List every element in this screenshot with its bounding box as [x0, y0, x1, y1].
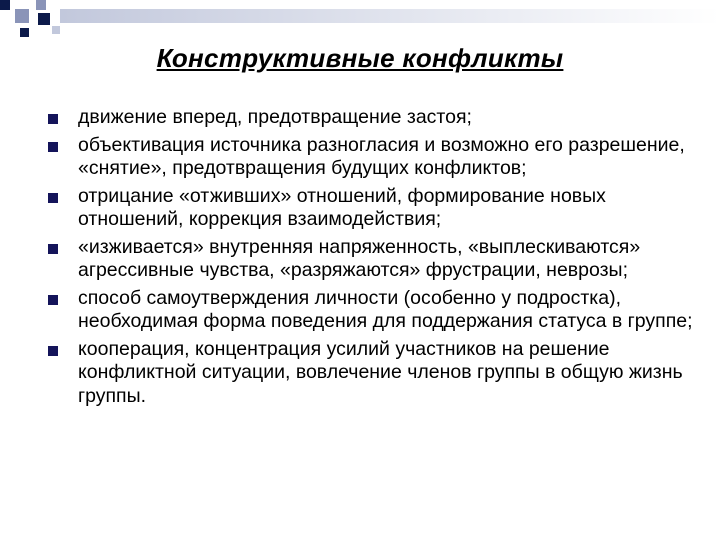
- square-bullet-icon: [48, 114, 58, 124]
- square-bullet-icon: [48, 295, 58, 305]
- bullet-text: «изживается» внутренняя напряженность, «выплескиваются» агрессивные чувства, «разряжаются» фрустрации, неврозы;: [78, 235, 641, 281]
- bullet-text: способ самоутверждения личности (особенно у подростка), необходимая форма поведения для поддержания статуса в группе;: [78, 286, 693, 332]
- bullet-text: объективация источника разногласия и возможно его разрешение, «снятие», предотвращения будущих конфликтов;: [78, 133, 685, 179]
- square-bullet-icon: [48, 193, 58, 203]
- bullet-text: кооперация, концентрация усилий участников на решение конфликтной ситуации, вовлечение членов группы в общую жизнь группы.: [78, 337, 683, 407]
- list-item: [46, 236, 696, 283]
- square-bullet-icon: [48, 142, 58, 152]
- list-item: [46, 185, 696, 232]
- list-item: [46, 134, 696, 181]
- bullet-text: отрицание «отживших» отношений, формирование новых отношений, коррекция взаимодействия;: [78, 184, 606, 230]
- slide-title: Конструктивные конфликты: [156, 43, 564, 73]
- list-item: [46, 338, 696, 409]
- bullet-text: движение вперед, предотвращение застоя;: [78, 106, 472, 128]
- decorative-squares-graphic: [0, 0, 720, 40]
- list-item: [46, 287, 696, 334]
- square-bullet-icon: [48, 346, 58, 356]
- list-item: [46, 106, 696, 130]
- square-bullet-icon: [48, 244, 58, 254]
- bullet-list: [46, 106, 696, 412]
- corner-decoration: [0, 0, 720, 40]
